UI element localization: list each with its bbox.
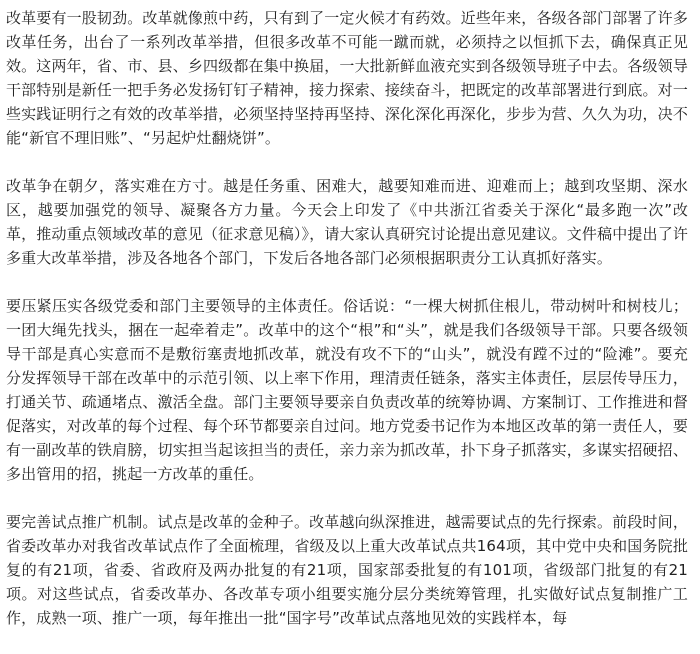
article-body [6, 6, 688, 654]
paragraph-perseverance: 改革要有一股韧劲。改革就像煎中药，只有到了一定火候才有药效。近些年来，各级各部门部署了许多改革任务，出台了一系列改革举措，但很多改革不可能一蹴而就，必须持之以恒抓下去，确保真正见效。这两年，省、市、县、乡四级都在集中换届，一大批新鲜血液充实到各级领导班子中去。各级领导干部特别是新任一把手务必发扬钉钉子精神，接力探索、接续奋斗，把既定的改革部署进行到底。对一些实践证明行之有效的改革举措，必须坚持坚持再坚持、深化深化再深化，步步为营、久久为功，决不能“新官不理旧账”、“另起炉灶翻烧饼”。 [6, 9, 688, 147]
paragraph-implementation: 改革争在朝夕，落实难在方寸。越是任务重、困难大，越要知难而进、迎难而上；越到攻坚期、深水区，越要加强党的领导、凝聚各方力量。今天会上印发了《中共浙江省委关于深化“最多跑一次”改革，推动重点领域改革的意见（征求意见稿）》，请大家认真研究讨论提出意见建议。文件稿中提出了许多重大改革举措，涉及各地各个部门，下发后各地各部门必须根据职责分工认真抓好落实。 [6, 177, 688, 267]
paragraph-pilot-mechanism: 要完善试点推广机制。试点是改革的金种子。改革越向纵深推进，越需要试点的先行探索。前段时间，省委改革办对我省改革试点作了全面梳理，省级及以上重大改革试点共164项，其中党中央和国务院批复的有21项，省委、省政府及两办批复的有21项，国家部委批复的有101项，省级部门批复的有21项。对这些试点，省委改革办、各改革专项小组要实施分层分类统筹管理，扎实做好试点复制推广工作，成熟一项、推广一项，每年推出一批“国字号”改革试点落地见效的实践样本，每 [6, 513, 688, 627]
paragraph-leadership-responsibility: 要压紧压实各级党委和部门主要领导的主体责任。俗话说：“一棵大树抓住根儿，带动树叶和树枝儿；一团大绳先找头，捆在一起牵着走”。改革中的这个“根”和“头”，就是我们各级领导干部。只要各级领导干部是真心实意而不是敷衍塞责地抓改革，就没有攻不下的“山头”，就没有蹚不过的“险滩”。要充分发挥领导干部在改革中的示范引领、以上率下作用，理清责任链条，落实主体责任，层层传导压力，打通关节、疏通堵点、激活全盘。部门主要领导要亲自负责改革的统筹协调、方案制订、工作推进和督促落实，对改革的每个过程、每个环节都要亲自过问。地方党委书记作为本地区改革的第一责任人，要有一副改革的铁肩膀，切实担当起该担当的责任，亲力亲为抓改革，扑下身子抓落实，多谋实招硬招、多出管用的招，挑起一方改革的重任。 [6, 297, 688, 483]
